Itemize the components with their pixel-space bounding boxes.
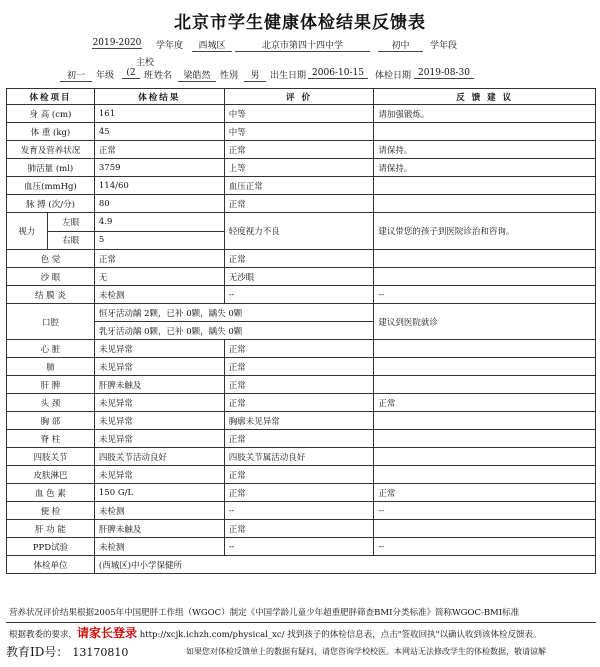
advice-color	[374, 250, 596, 268]
advice-height: 请加强锻炼。	[374, 105, 596, 123]
advice-stool: --	[374, 502, 596, 520]
results-table	[6, 88, 596, 574]
eval-spine: 正常	[224, 430, 374, 448]
header-result: 体检结果	[94, 89, 224, 105]
header-eval: 评 价	[224, 89, 374, 105]
result-bp: 114/60	[94, 177, 224, 195]
table-row	[7, 268, 596, 286]
item-limbs: 四肢关节	[7, 448, 95, 466]
eval-lung: 正常	[224, 358, 374, 376]
eval-height: 中等	[224, 105, 374, 123]
advice-trachoma	[374, 268, 596, 286]
footer	[6, 643, 596, 660]
advice-spine	[374, 430, 596, 448]
table-row	[7, 105, 596, 123]
result-chest: 未见异常	[94, 412, 224, 430]
eval-stool: --	[224, 502, 374, 520]
header-advice: 反 馈 建 议	[374, 89, 596, 105]
result-vision-left: 4.9	[94, 213, 224, 232]
eval-conjunctivitis: --	[224, 286, 374, 304]
login-suffix: http://xcjk.ichzh.com/physical_xc/ 找到孩子的体检信息表，点击"签收回执"以确认收到该体检反馈表。	[137, 630, 542, 640]
item-skin: 皮肤淋巴	[7, 466, 95, 484]
eval-vision: 轻度视力不良	[224, 213, 374, 250]
table-row	[7, 286, 596, 304]
result-liverfn: 肝脾未触及	[94, 520, 224, 538]
eval-development: 正常	[224, 141, 374, 159]
result-ppd: 未检测	[94, 538, 224, 556]
education-id-label: 教育ID号：	[6, 645, 69, 659]
advice-pulse	[374, 195, 596, 213]
item-heart: 心 脏	[7, 340, 95, 358]
header-item: 体检项目	[7, 89, 95, 105]
school-year: 2019-2020	[92, 38, 142, 48]
item-weight: 体 重 (kg)	[7, 123, 95, 141]
table-row	[7, 159, 596, 177]
advice-vision: 建议带您的孩子到医院诊治和咨询。	[374, 213, 596, 250]
result-heart: 未见异常	[94, 340, 224, 358]
result-color: 正常	[94, 250, 224, 268]
advice-vital: 请保持。	[374, 159, 596, 177]
year-label: 学年度	[156, 41, 184, 51]
education-id-value: 13170810	[72, 646, 129, 659]
advice-liverfn	[374, 520, 596, 538]
table-row	[7, 340, 596, 358]
advice-limbs	[374, 448, 596, 466]
advice-ppd: --	[374, 538, 596, 556]
eval-limbs: 四肢关节属活动良好	[224, 448, 374, 466]
eval-bp: 血压正常	[224, 177, 374, 195]
item-liverfn: 肝 功 能	[7, 520, 95, 538]
result-skin: 未见异常	[94, 466, 224, 484]
result-pulse: 80	[94, 195, 224, 213]
result-height: 161	[94, 105, 224, 123]
grade-label: 年级	[96, 71, 115, 81]
table-row	[7, 556, 596, 574]
table-row	[7, 394, 596, 412]
eval-weight: 中等	[224, 123, 374, 141]
table-row	[7, 448, 596, 466]
item-chest: 胸 部	[7, 412, 95, 430]
table-row	[7, 412, 596, 430]
table-row	[7, 484, 596, 502]
result-weight: 45	[94, 123, 224, 141]
item-neck: 头 颈	[7, 394, 95, 412]
item-liver: 肝 脾	[7, 376, 95, 394]
result-hemoglobin: 150 G/L	[94, 484, 224, 502]
advice-weight	[374, 123, 596, 141]
advice-chest	[374, 412, 596, 430]
table-row	[7, 502, 596, 520]
advice-development: 请保持。	[374, 141, 596, 159]
table-row	[7, 213, 596, 232]
advice-oral: 建议到医院就诊	[374, 304, 596, 340]
eval-trachoma: 无沙眼	[224, 268, 374, 286]
item-oral: 口腔	[7, 304, 95, 340]
advice-heart	[374, 340, 596, 358]
table-row	[7, 430, 596, 448]
section-label: 学年段	[430, 41, 458, 51]
item-spine: 脊 柱	[7, 430, 95, 448]
school-level: 初中	[378, 38, 423, 52]
gender-label: 性别	[220, 71, 239, 81]
eval-liverfn: 正常	[224, 520, 374, 538]
result-oral-permanent: 恒牙活动龋 2颗，已补 0颗，龋失 0颗	[94, 304, 374, 322]
login-note	[6, 624, 596, 641]
student-name: 梁皓然	[178, 68, 216, 82]
item-pulse: 脉 搏 (次/分)	[7, 195, 95, 213]
item-trachoma: 沙 眼	[7, 268, 95, 286]
result-oral-deciduous: 乳牙活动龋 0颗，已补 0颗，龋失 0颗	[94, 322, 374, 340]
item-vision-cell	[7, 213, 95, 250]
result-vital: 3759	[94, 159, 224, 177]
item-bp: 血压(mmHg)	[7, 177, 95, 195]
table-header	[7, 89, 596, 105]
parent-login-link[interactable]: 请家长登录	[77, 626, 138, 640]
standard-note: 营养状况评价结果根据2005年中国肥胖工作组（WGOC）制定《中国学龄儿童少年超重肥胖筛查BMI分类标准》简称WGOC-BMI标准	[6, 604, 596, 623]
table-row	[7, 123, 596, 141]
item-vision: 视力	[7, 213, 47, 249]
table-row	[7, 141, 596, 159]
birth-date: 2006-10-15	[308, 68, 368, 79]
item-development: 发育及营养状况	[7, 141, 95, 159]
district: 西城区	[192, 38, 232, 52]
result-liver: 肝脾未触及	[94, 376, 224, 394]
advice-hemoglobin: 正常	[374, 484, 596, 502]
table-row	[7, 520, 596, 538]
eval-hemoglobin: 正常	[224, 484, 374, 502]
item-conjunctivitis: 结 膜 炎	[7, 286, 95, 304]
advice-bp	[374, 177, 596, 195]
exam-date: 2019-08-30	[414, 68, 474, 79]
eval-skin: 正常	[224, 466, 374, 484]
eval-pulse: 正常	[224, 195, 374, 213]
vision-right-label: 右眼	[62, 236, 80, 247]
result-vision-right: 5	[94, 231, 224, 250]
eval-heart: 正常	[224, 340, 374, 358]
gender: 男	[244, 68, 266, 82]
school-type: 主校	[136, 58, 155, 68]
eval-neck: 正常	[224, 394, 374, 412]
eval-color: 正常	[224, 250, 374, 268]
exam-date-label: 体检日期	[375, 71, 412, 81]
table-row	[7, 195, 596, 213]
school-name: 北京市第四十四中学	[235, 38, 370, 52]
eval-vital: 上等	[224, 159, 374, 177]
table-row	[7, 538, 596, 556]
advice-liver	[374, 376, 596, 394]
table-row	[7, 376, 596, 394]
result-neck: 未见异常	[94, 394, 224, 412]
eval-liver: 正常	[224, 376, 374, 394]
advice-neck: 正常	[374, 394, 596, 412]
advice-lung	[374, 358, 596, 376]
table-row	[7, 466, 596, 484]
item-unit: 体检单位	[7, 556, 95, 574]
class: (2	[122, 68, 140, 79]
result-stool: 未检测	[94, 502, 224, 520]
item-height: 身 高 (cm)	[7, 105, 95, 123]
birth-label: 出生日期	[270, 71, 307, 81]
login-prefix: 根据教委的要求，	[9, 630, 78, 640]
table-row	[7, 250, 596, 268]
item-color: 色 觉	[7, 250, 95, 268]
table-row	[7, 177, 596, 195]
advice-conjunctivitis: --	[374, 286, 596, 304]
table-row	[7, 304, 596, 322]
item-vital: 肺活量 (ml)	[7, 159, 95, 177]
result-trachoma: 无	[94, 268, 224, 286]
result-development: 正常	[94, 141, 224, 159]
eval-chest: 胸廓未见异常	[224, 412, 374, 430]
vision-left-label: 左眼	[47, 213, 94, 231]
name-label: 姓名	[154, 71, 173, 81]
table-row	[7, 358, 596, 376]
disclaimer: 如果您对体检反馈单上的数据有疑问，请您咨询学校校医。本网站无法修改学生的体检数据，敬请谅解	[186, 647, 546, 656]
vision-subtable	[7, 213, 94, 249]
result-unit: (西城区)中小学保健所	[94, 556, 595, 574]
class-label: 班	[144, 71, 154, 81]
item-lung: 肺	[7, 358, 95, 376]
item-ppd: PPD试验	[7, 538, 95, 556]
result-conjunctivitis: 未检测	[94, 286, 224, 304]
item-hemoglobin: 血 色 素	[7, 484, 95, 502]
result-limbs: 四肢关节活动良好	[94, 448, 224, 466]
item-stool: 便 检	[7, 502, 95, 520]
grade: 初一	[60, 68, 92, 82]
result-spine: 未见异常	[94, 430, 224, 448]
advice-skin	[374, 466, 596, 484]
page-title: 北京市学生健康体检结果反馈表	[174, 13, 426, 33]
result-lung: 未见异常	[94, 358, 224, 376]
eval-ppd: --	[224, 538, 374, 556]
